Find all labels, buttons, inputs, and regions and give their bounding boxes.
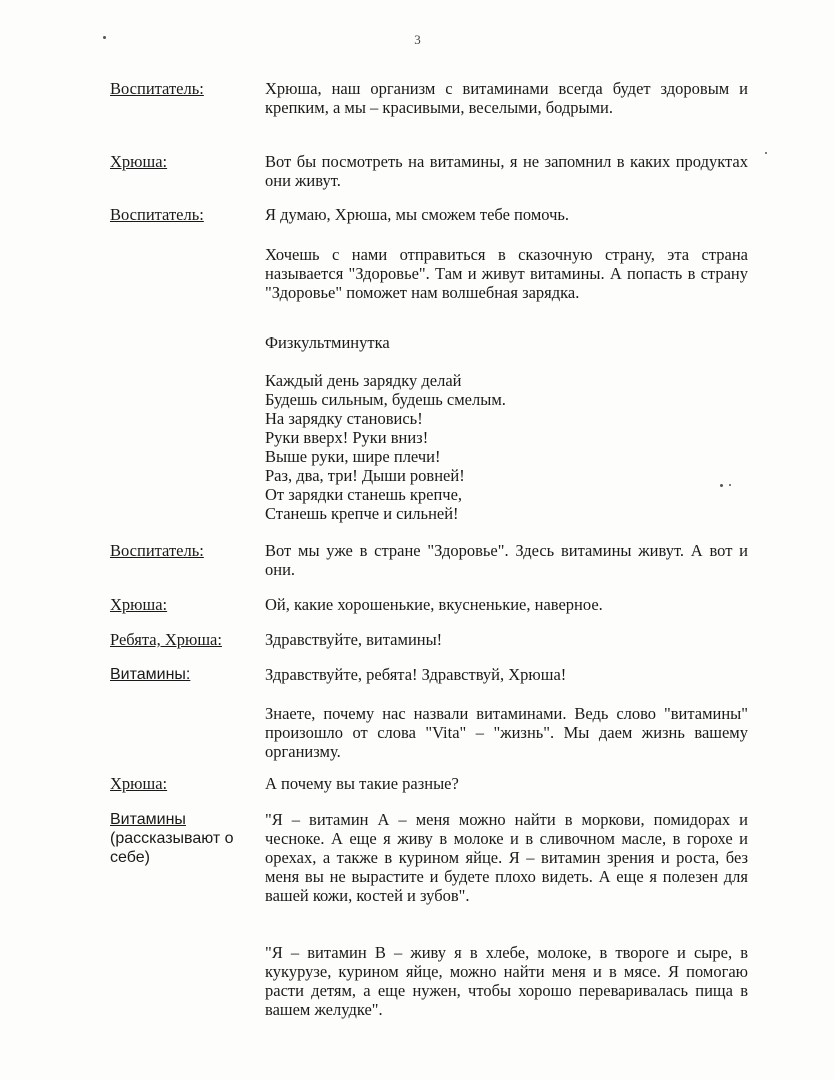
dialogue-text: "Я – витамин А – меня можно найти в моркови, помидорах и чесноке. А еще я живу в молоке и в сливочном масле, в горохе и орехах, а также в курином яйце. Я – витамин зрения и роста, без меня вы не вырастите и будете плохо видеть. А еще я полезен для вашей кожи, костей и зубов". [265,810,748,905]
speaker-label: Хрюша: [110,152,168,171]
scan-speck [765,152,767,154]
speaker-label: Витамины [110,811,186,828]
poem-line: Будешь сильным, будешь смелым. [265,390,506,409]
dialogue-text: Вот бы посмотреть на витамины, я не запомнил в каких продуктах они живут. [265,152,748,190]
poem-line: От зарядки станешь крепче, [265,485,463,504]
dialogue-text: Знаете, почему нас назвали витаминами. Ведь слово "витамины" произошло от слова "Vita" – "жизнь". Мы даем жизнь вашему организму. [265,704,748,761]
poem-line: Станешь крепче и сильней! [265,504,459,523]
dialogue-text: Хочешь с нами отправиться в сказочную страну, эта страна называется "Здоровье". Там и живут витамины. А попасть в страну "Здоровье" поможет нам волшебная зарядка. [265,245,748,302]
speaker-label: Воспитатель: [110,205,204,224]
dialogue-text: Здравствуйте, ребята! Здравствуй, Хрюша! [265,665,567,684]
dialogue-text: Здравствуйте, витамины! [265,630,443,649]
page-number: 3 [414,32,421,47]
dialogue-text: Хрюша, наш организм с витаминами всегда будет здоровым и крепким, а мы – красивыми, веселыми, бодрыми. [265,79,748,117]
poem-line: Раз, два, три! Дыши ровней! [265,466,465,485]
poem-line: Выше руки, шире плечи! [265,447,441,466]
speaker-label: Воспитатель: [110,541,204,560]
speaker-label: Воспитатель: [110,79,204,98]
scan-speck [720,484,723,487]
dialogue-text: А почему вы такие разные? [265,774,459,793]
poem-line: Руки вверх! Руки вниз! [265,428,429,447]
stage-direction: (рассказывают о себе) [110,830,234,866]
scan-speck [729,484,731,486]
speaker-label: Хрюша: [110,774,168,793]
speaker-label: Ребята, Хрюша: [110,630,222,649]
scan-speck [103,36,106,39]
dialogue-text: Я думаю, Хрюша, мы сможем тебе помочь. [265,205,570,224]
poem-line: На зарядку становись! [265,409,423,428]
exercise-heading: Физкультминутка [265,333,390,352]
dialogue-text: Ой, какие хорошенькие, вкусненькие, наверное. [265,595,603,614]
poem-lines [265,371,748,523]
speaker-label: Витамины: [110,666,191,683]
poem-line: Каждый день зарядку делай [265,371,462,390]
dialogue-text: "Я – витамин В – живу я в хлебе, молоке, в твороге и сыре, в кукурузе, курином яйце, можно найти меня и в мясе. Я помогаю расти детям, а еще нужен, чтобы хорошо переваривалась пища в вашем желудке". [265,943,748,1019]
speaker-label: Хрюша: [110,595,168,614]
dialogue-text: Вот мы уже в стране "Здоровье". Здесь витамины живут. А вот и они. [265,541,748,579]
